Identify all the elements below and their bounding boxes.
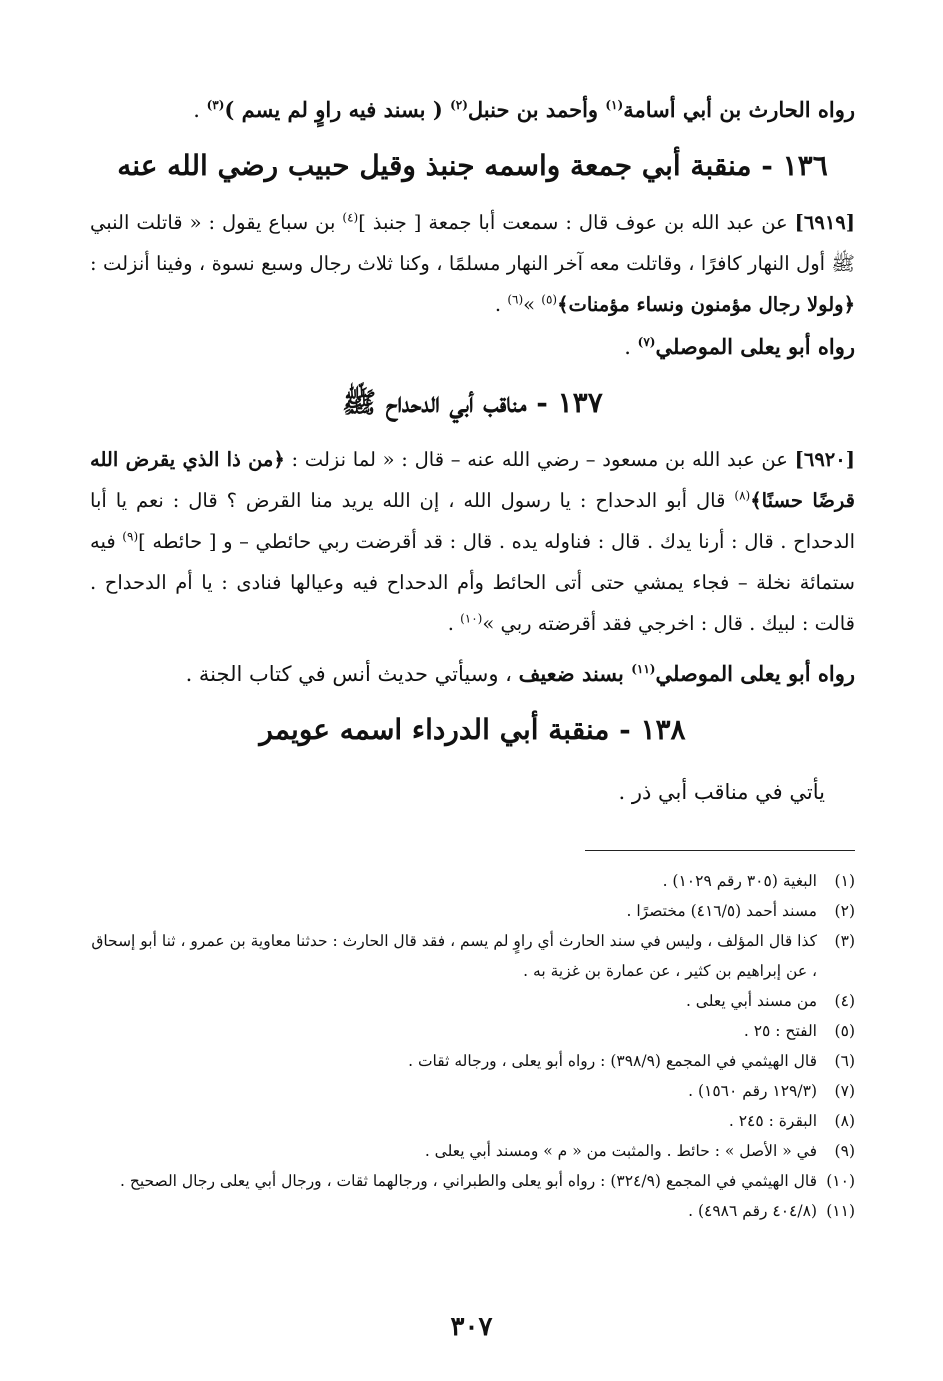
footnote-item [90,1106,855,1136]
footnote-ref[interactable]: (٤) [342,210,359,225]
page-number: ٣٠٧ [450,1312,493,1342]
punctuation: . [494,293,508,316]
footnote-ref[interactable]: (٧) [637,335,656,349]
footnotes [90,866,855,1226]
footnote-item [90,866,855,896]
footnote-ref[interactable]: (٢) [450,98,468,112]
footnote-ref[interactable]: (٥) [541,292,558,307]
footnote-number: (٣) [834,932,855,950]
footnote-item [90,1046,855,1076]
footnote-number: (٩) [834,1142,855,1160]
footnote-number: (١١) [826,1202,855,1220]
hadith-text: » [523,293,542,316]
footnote-text: من مسند أبي يعلى . [685,992,817,1010]
section-heading-136: ١٣٦ - منقبة أبي جمعة واسمه جنبذ وقيل حبيب رضي الله عنه [117,149,828,182]
section-heading-138: ١٣٨ - منقبة أبي الدرداء اسمه عويمر [259,713,686,746]
footnote-number: (١) [834,872,855,890]
footnote-text: في « الأصل » : حائط . والمثبت من « م » ومسند أبي يعلى . [424,1142,817,1160]
narration-remark: ، وسيأتي حديث أنس في كتاب الجنة . [185,662,519,686]
section-heading-137: ١٣٧ - مناقب أبي الدحداح ﷺ [342,386,603,419]
footnote-divider [585,850,855,851]
footnote-number: (٤) [834,992,855,1010]
footnote-item [90,1016,855,1046]
narration-text: بسند ضعيف [518,661,632,686]
footnote-ref[interactable]: (٨) [734,488,751,503]
narration-line-136 [90,325,855,369]
hadith-text: بن سباع يقول : « قاتلت النبي ﷺ أول النهار كافرًا ، وقاتلت معه آخر النهار مسلمًا ، وكنا ثلاث رجال وسبع نسوة ، وفينا أنزلت : [90,211,855,275]
footnote-text: الفتح : ٢٥ . [743,1022,817,1040]
narration-text: ( بسند فيه راوٍ لم يسم ) [224,97,451,122]
footnote-text: مسند أحمد (٤١٦/٥) مختصرًا . [626,902,817,920]
footnote-item [90,896,855,926]
hadith-text: عن عبد الله بن عوف قال : سمعت أبا جمعة [ جنبذ ] [358,211,795,234]
footnote-number: (١٠) [826,1172,855,1190]
footnote-text: قال الهيثمي في المجمع (٣٩٨/٩) : رواه أبو يعلى ، ورجاله ثقات . [408,1052,817,1070]
hadith-number: [٦٩١٩] [794,211,856,234]
footnote-item [90,1076,855,1106]
hadith-text: قال أبو الدحداح : يا رسول الله ، إن الله يريد منا القرض ؟ قال : نعم يا أبا الدحداح . قال : أرنا يدك . قال : فناوله يده . قال : قد أقرضت ربي حائطي – و [ حائطه ] [90,489,856,553]
hadith-6920 [90,439,855,644]
footnote-ref[interactable]: (١) [605,98,624,112]
footnote-number: (٨) [834,1112,855,1130]
footnote-ref[interactable]: (١٠) [460,611,483,626]
footnote-ref[interactable]: (١١) [631,662,656,676]
footnote-text: قال الهيثمي في المجمع (٣٢٤/٩) : رواه أبو يعلى والطبراني ، ورجالهما ثقات ، ورجال أبي يعلى رجال الصحيح . [119,1172,817,1190]
footnote-text: كذا قال المؤلف ، وليس في سند الحارث أي راوٍ لم يسم ، فقد قال الحارث : حدثنا معاوية بن عمرو ، ثنا أبو إسحاق ، عن إبراهيم بن كثير ، عن عمارة بن غزية به . [91,932,817,980]
footnote-number: (٥) [834,1022,855,1040]
footnote-ref[interactable]: (٩) [122,529,139,544]
footnote-number: (٦) [834,1052,855,1070]
quran-verse: ﴿من ذا الذي يقرض الله قرضًا حسنًا﴾ [90,448,856,512]
punctuation: . [447,612,461,635]
footnote-number: (٧) [834,1082,855,1100]
narration-text: رواه الحارث بن أبي أسامة [623,97,855,122]
footnote-item [90,926,855,986]
hadith-text: عن عبد الله بن مسعود – رضي الله عنه – قال : « لما نزلت : [284,448,795,471]
cross-reference: يأتي في مناقب أبي ذر . [618,780,825,804]
punctuation: . [193,98,207,122]
punctuation: . [624,335,638,359]
hadith-number: [٦٩٢٠] [794,448,855,471]
footnote-item [90,1136,855,1166]
footnote-item [90,1166,855,1196]
footnote-text: البغية (٣٠٥ رقم ١٠٢٩) . [662,872,817,890]
footnote-item [90,1196,855,1226]
footnote-text: (١٢٩/٣ رقم ١٥٦٠) . [688,1082,817,1100]
hadith-text: فيه ستمائة نخلة – فجاء يمشي حتى أتى الحائط وأم الدحداح فيه وعيالها فنادى : يا أم الدحداح . قالت : لبيك . قال : اخرجي فقد أقرضته ربي » [90,530,855,635]
footnote-item [90,986,855,1016]
quran-verse: ﴿ولولا رجال مؤمنون ونساء مؤمنات﴾ [557,293,855,316]
footnote-text: البقرة : ٢٤٥ . [728,1112,817,1130]
narration-line-1 [90,88,855,132]
hadith-6919 [90,202,855,325]
footnote-ref[interactable]: (٦) [507,292,524,307]
footnote-ref[interactable]: (٣) [206,98,225,112]
footnote-text: (٤٠٤/٨ رقم ٤٩٨٦) . [688,1202,817,1220]
narration-text: رواه أبو يعلى الموصلي [655,334,855,359]
footnote-number: (٢) [834,902,855,920]
narration-line-137 [90,652,855,696]
narration-text: رواه أبو يعلى الموصلي [655,661,855,686]
narration-text: وأحمد بن حنبل [467,97,606,122]
